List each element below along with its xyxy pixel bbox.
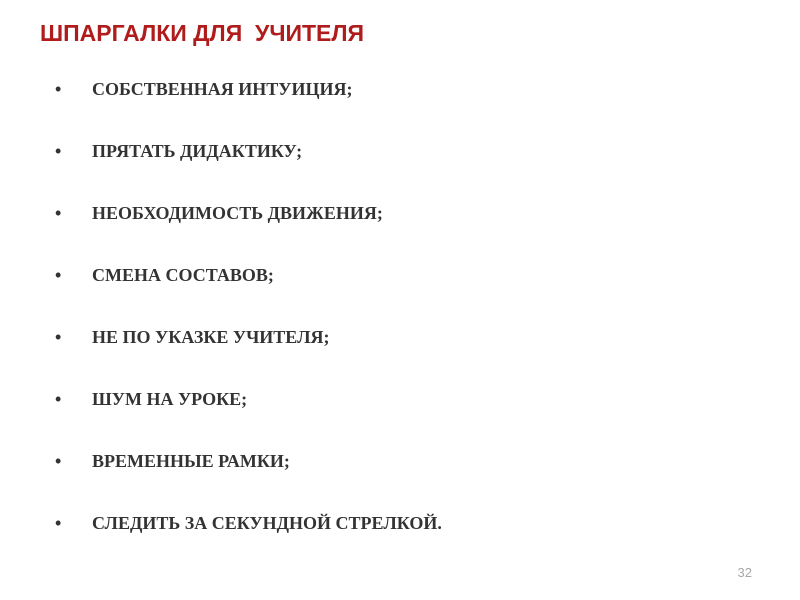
- bullet-list: [55, 74, 442, 570]
- list-item: [55, 198, 442, 260]
- list-item: [55, 384, 442, 446]
- bullet-icon: •: [55, 141, 62, 161]
- bullet-icon: •: [55, 451, 62, 471]
- list-item: [55, 260, 442, 322]
- bullet-icon: •: [55, 513, 62, 533]
- page-number: 32: [737, 565, 752, 580]
- list-item: [55, 136, 442, 198]
- bullet-icon: •: [55, 265, 62, 285]
- bullet-icon: •: [55, 389, 62, 409]
- list-item-text: ПРЯТАТЬ ДИДАКТИКУ;: [92, 141, 303, 161]
- list-item: [55, 74, 442, 136]
- bullet-icon: •: [55, 327, 62, 347]
- list-item: [55, 446, 442, 508]
- list-item: [55, 508, 442, 570]
- list-item-text: НЕ ПО УКАЗКЕ УЧИТЕЛЯ;: [92, 327, 330, 347]
- list-item-text: СЛЕДИТЬ ЗА СЕКУНДНОЙ СТРЕЛКОЙ.: [92, 513, 442, 533]
- slide-title: ШПАРГАЛКИ ДЛЯ УЧИТЕЛЯ: [40, 20, 365, 46]
- list-item: [55, 322, 442, 384]
- bullet-icon: •: [55, 203, 62, 223]
- list-item-text: НЕОБХОДИМОСТЬ ДВИЖЕНИЯ;: [92, 203, 383, 223]
- bullet-icon: •: [55, 79, 62, 99]
- list-item-text: ВРЕМЕННЫЕ РАМКИ;: [92, 451, 290, 471]
- list-item-text: СМЕНА СОСТАВОВ;: [92, 265, 274, 285]
- list-item-text: ШУМ НА УРОКЕ;: [92, 389, 248, 409]
- list-item-text: СОБСТВЕННАЯ ИНТУИЦИЯ;: [92, 79, 353, 99]
